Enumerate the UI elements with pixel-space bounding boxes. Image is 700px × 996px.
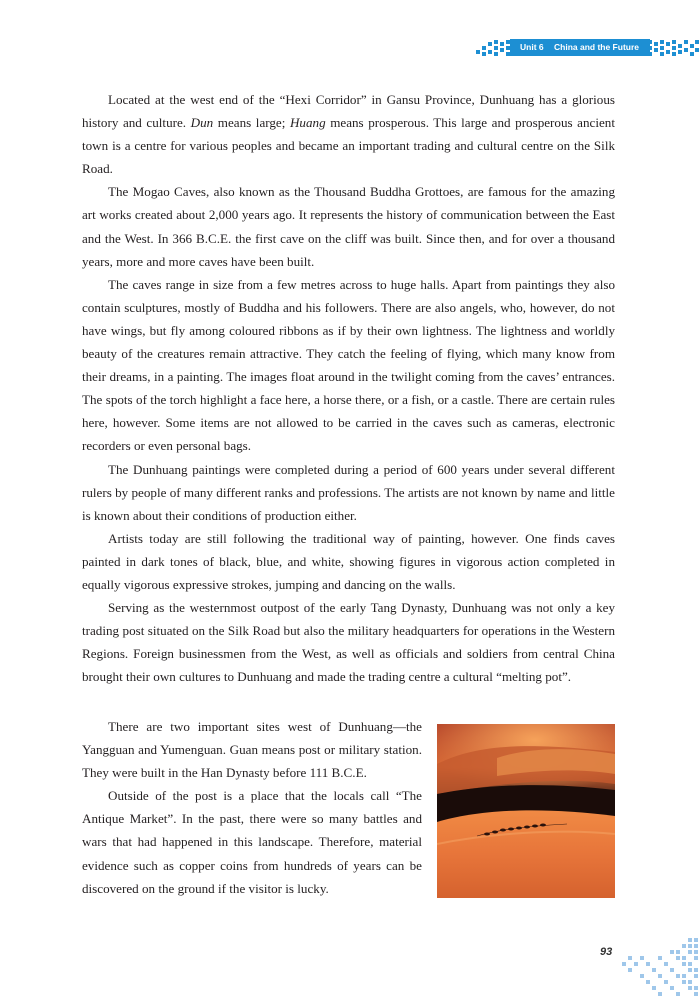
unit-header-bar [510,39,650,56]
paragraph-artists-today: Artists today are still following the traditional way of painting, however. One finds caves painted in dark tones of black, blue, and white, showing figures in vigorous action completed in equally vigorous expressive strokes, jumping and dancing on the walls. [82,530,615,592]
main-article-text [82,88,615,688]
paragraph-mogao-caves: The Mogao Caves, also known as the Thousand Buddha Grottoes, are famous for the amazing art works created about 2,000 years ago. It represents the history of communication between the East and the West. In 366 B.C.E. the first cave on the cliff was built. Since then, and for over a thousand years, more and more caves have been built. [82,184,615,269]
paragraph-yangguan-yumenguan: There are two important sites west of Dunhuang—the Yangguan and Yumenguan. Guan means post or military station. They were built in the Han Dynasty before 111 B.C.E. [82,719,422,781]
page-number: 93 [600,946,613,958]
paragraph-caves-size: The caves range in size from a few metres across to huge halls. Apart from paintings they also contain sculptures, mostly of Buddha and his followers. There are also angels, who, however, do not have wings, but fly among coloured ribbons as if by their own lightness. The lightness and worldly beauty of the creatures remain attractive. They catch the feeling of flying, which many know from their dreams, in a painting. The images float around in the twilight coming from the caves’ entrances. The spots of the torch highlight a face here, a horse there, or a fish, or a castle. There are certain rules here, however. Some items are not allowed to be carried in the caves such as cameras, electronic recorders or even personal bags. [82,276,615,454]
desert-camel-caravan-photo [437,724,615,898]
footer-dot-pattern [618,936,700,996]
paragraph-dunhuang-intro: Located at the west end of the “Hexi Corridor” in Gansu Province, Dunhuang has a glorious history and culture. Dun means large; Huang means prosperous. This large and prosperous ancient town is a centre for various peoples and became an important trading and cultural centre on the Silk Road. [82,92,615,177]
header-dot-pattern-right [646,38,700,58]
paragraph-paintings-period: The Dunhuang paintings were completed during a period of 600 years under several different rulers by people of many different ranks and professions. The artists are not known by name and little is known about their conditions of production either. [82,461,615,523]
unit-title: China and the Future [554,42,639,52]
unit-label: Unit 6 [520,42,544,52]
paragraph-antique-market: Outside of the post is a place that the locals call “The Antique Market”. In the past, there were so many battles and wars that had happened in this landscape. Therefore, material evidence such as copper coins from hundreds of years can be discovered on the ground if the visitor is lucky. [82,788,422,896]
lower-article-text [82,715,422,900]
paragraph-tang-outpost: Serving as the westernmost outpost of the early Tang Dynasty, Dunhuang was not only a key trading post situated on the Silk Road but also the military headquarters for operations in the Western Regions. Foreign businessmen from the West, as well as officials and soldiers from central China brought their own cultures to Dunhuang and made the trading centre a cultural “melting pot”. [82,600,615,685]
